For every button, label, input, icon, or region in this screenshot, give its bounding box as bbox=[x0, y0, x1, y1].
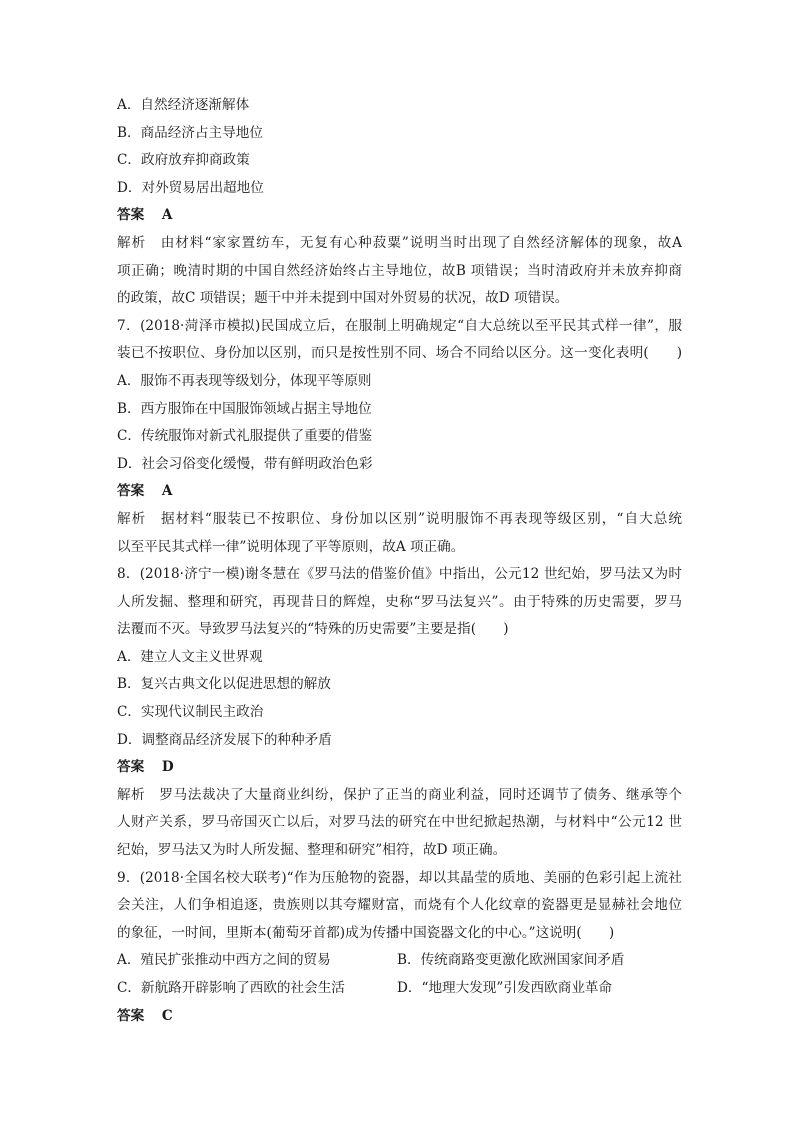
q7-option-b: B．西方服饰在中国服饰领域占据主导地位 bbox=[117, 400, 372, 417]
answer-value: A bbox=[161, 483, 173, 500]
q6-analysis-line: 解析 由材料“家家置纺车，无复有心种菽粟”说明当时出现了自然经济解体的现象，故A bbox=[117, 234, 682, 251]
q6-option-a: A．自然经济逐渐解体 bbox=[117, 97, 250, 113]
q8-option-d: D．调整商品经济发展下的种种矛盾 bbox=[117, 731, 332, 748]
answer-label: 答案 bbox=[117, 207, 145, 224]
q7-stem-line: 7．(2018·菏泽市模拟)民国成立后，在服制上明确规定“自大总统以至平民其式样一律”，服 bbox=[117, 317, 682, 334]
answer-label: 答案 bbox=[117, 759, 145, 776]
q7-analysis-line: 解析 据材料“服装已不按职位、身份加以区别”说明服饰不再表现等级区别，“自大总统 bbox=[117, 510, 682, 527]
answer-label: 答案 bbox=[117, 483, 145, 500]
q7-answer bbox=[117, 478, 682, 506]
q8-analysis-line: 解析 罗马法裁决了大量商业纠纷，保护了正当的商业利益，同时还调节了债务、继承等个 bbox=[117, 786, 682, 803]
document-page bbox=[117, 92, 682, 1030]
q9-answer bbox=[117, 1003, 682, 1031]
q8-option-a: A．建立人文主义世界观 bbox=[117, 648, 263, 665]
answer-value: C bbox=[161, 1007, 173, 1024]
q6-analysis-line: 项正确；晚清时期的中国自然经济始终占主导地位，故B 项错误；当时清政府并未放弃抑商 bbox=[117, 262, 682, 279]
q9-stem-line: 9．(2018·全国名校大联考)“作为压舱物的瓷器，却以其晶莹的质地、美丽的色彩引起上流社 bbox=[117, 869, 682, 886]
q7-stem-line: 装已不按职位、身份加以区别，而只是按性别不同、场合不同给以区分。这一变化表明( ) bbox=[117, 345, 682, 362]
q7-analysis-line: 以至平民其式样一律”说明体现了平等原则，故A 项正确。 bbox=[117, 538, 465, 555]
q9-options-row bbox=[117, 975, 682, 1003]
q9-option-b: B．传统商路变更激化欧洲国家间矛盾 bbox=[397, 952, 625, 969]
q7-option-c: C．传统服饰对新式礼服提供了重要的借鉴 bbox=[117, 428, 373, 445]
answer-value: D bbox=[161, 759, 174, 776]
q8-stem-line: 法覆而不灭。导致罗马法复兴的“特殊的历史需要”主要是指( ) bbox=[117, 621, 509, 638]
q8-option-c: C．实现代议制民主政治 bbox=[117, 704, 264, 721]
q9-option-d: D．“地理大发现”引发西欧商业革命 bbox=[397, 980, 613, 996]
q7-option-a: A．服饰不再表现等级划分，体现平等原则 bbox=[117, 372, 372, 389]
q6-answer bbox=[117, 202, 682, 230]
q9-options-row bbox=[117, 947, 682, 975]
q6-option-d: D．对外贸易居出超地位 bbox=[117, 179, 264, 196]
q9-option-a: A．殖民扩张推动中西方之间的贸易 bbox=[117, 952, 331, 969]
q7-option-d: D．社会习俗变化缓慢，带有鲜明政治色彩 bbox=[117, 455, 373, 472]
q9-stem-line: 的象征，一时间，里斯本(葡萄牙首都)成为传播中国瓷器文化的中心。”这说明( ) bbox=[117, 924, 615, 941]
q8-answer bbox=[117, 754, 682, 782]
q8-analysis-line: 纪始，罗马法又为时人所发掘、整理和研究”相符，故D 项正确。 bbox=[117, 842, 507, 859]
q6-option-c: C．政府放弃抑商政策 bbox=[117, 152, 250, 169]
q6-analysis-line: 的政策，故C 项错误；题干中并未提到中国对外贸易的状况，故D 项错误。 bbox=[117, 290, 569, 307]
q8-option-b: B．复兴古典文化以促进思想的解放 bbox=[117, 676, 331, 693]
q9-option-c: C．新航路开辟影响了西欧的社会生活 bbox=[117, 980, 345, 996]
answer-label: 答案 bbox=[117, 1007, 145, 1024]
q6-option-b: B．商品经济占主导地位 bbox=[117, 124, 263, 141]
answer-value: A bbox=[161, 207, 173, 224]
q8-stem-line: 人所发掘、整理和研究，再现昔日的辉煌，史称“罗马法复兴”。由于特殊的历史需要，罗马 bbox=[117, 593, 682, 610]
q9-stem-line: 会关注，人们争相追逐，贵族则以其夸耀财富，而烧有个人化纹章的瓷器更是显赫社会地位 bbox=[117, 897, 682, 914]
q8-stem-line: 8．(2018·济宁一模)谢冬慧在《罗马法的借鉴价值》中指出，公元12 世纪始，罗马法又为时 bbox=[117, 566, 682, 583]
q8-analysis-line: 人财产关系，罗马帝国灭亡以后，对罗马法的研究在中世纪掀起热潮，与材料中“公元12 世 bbox=[117, 814, 682, 831]
